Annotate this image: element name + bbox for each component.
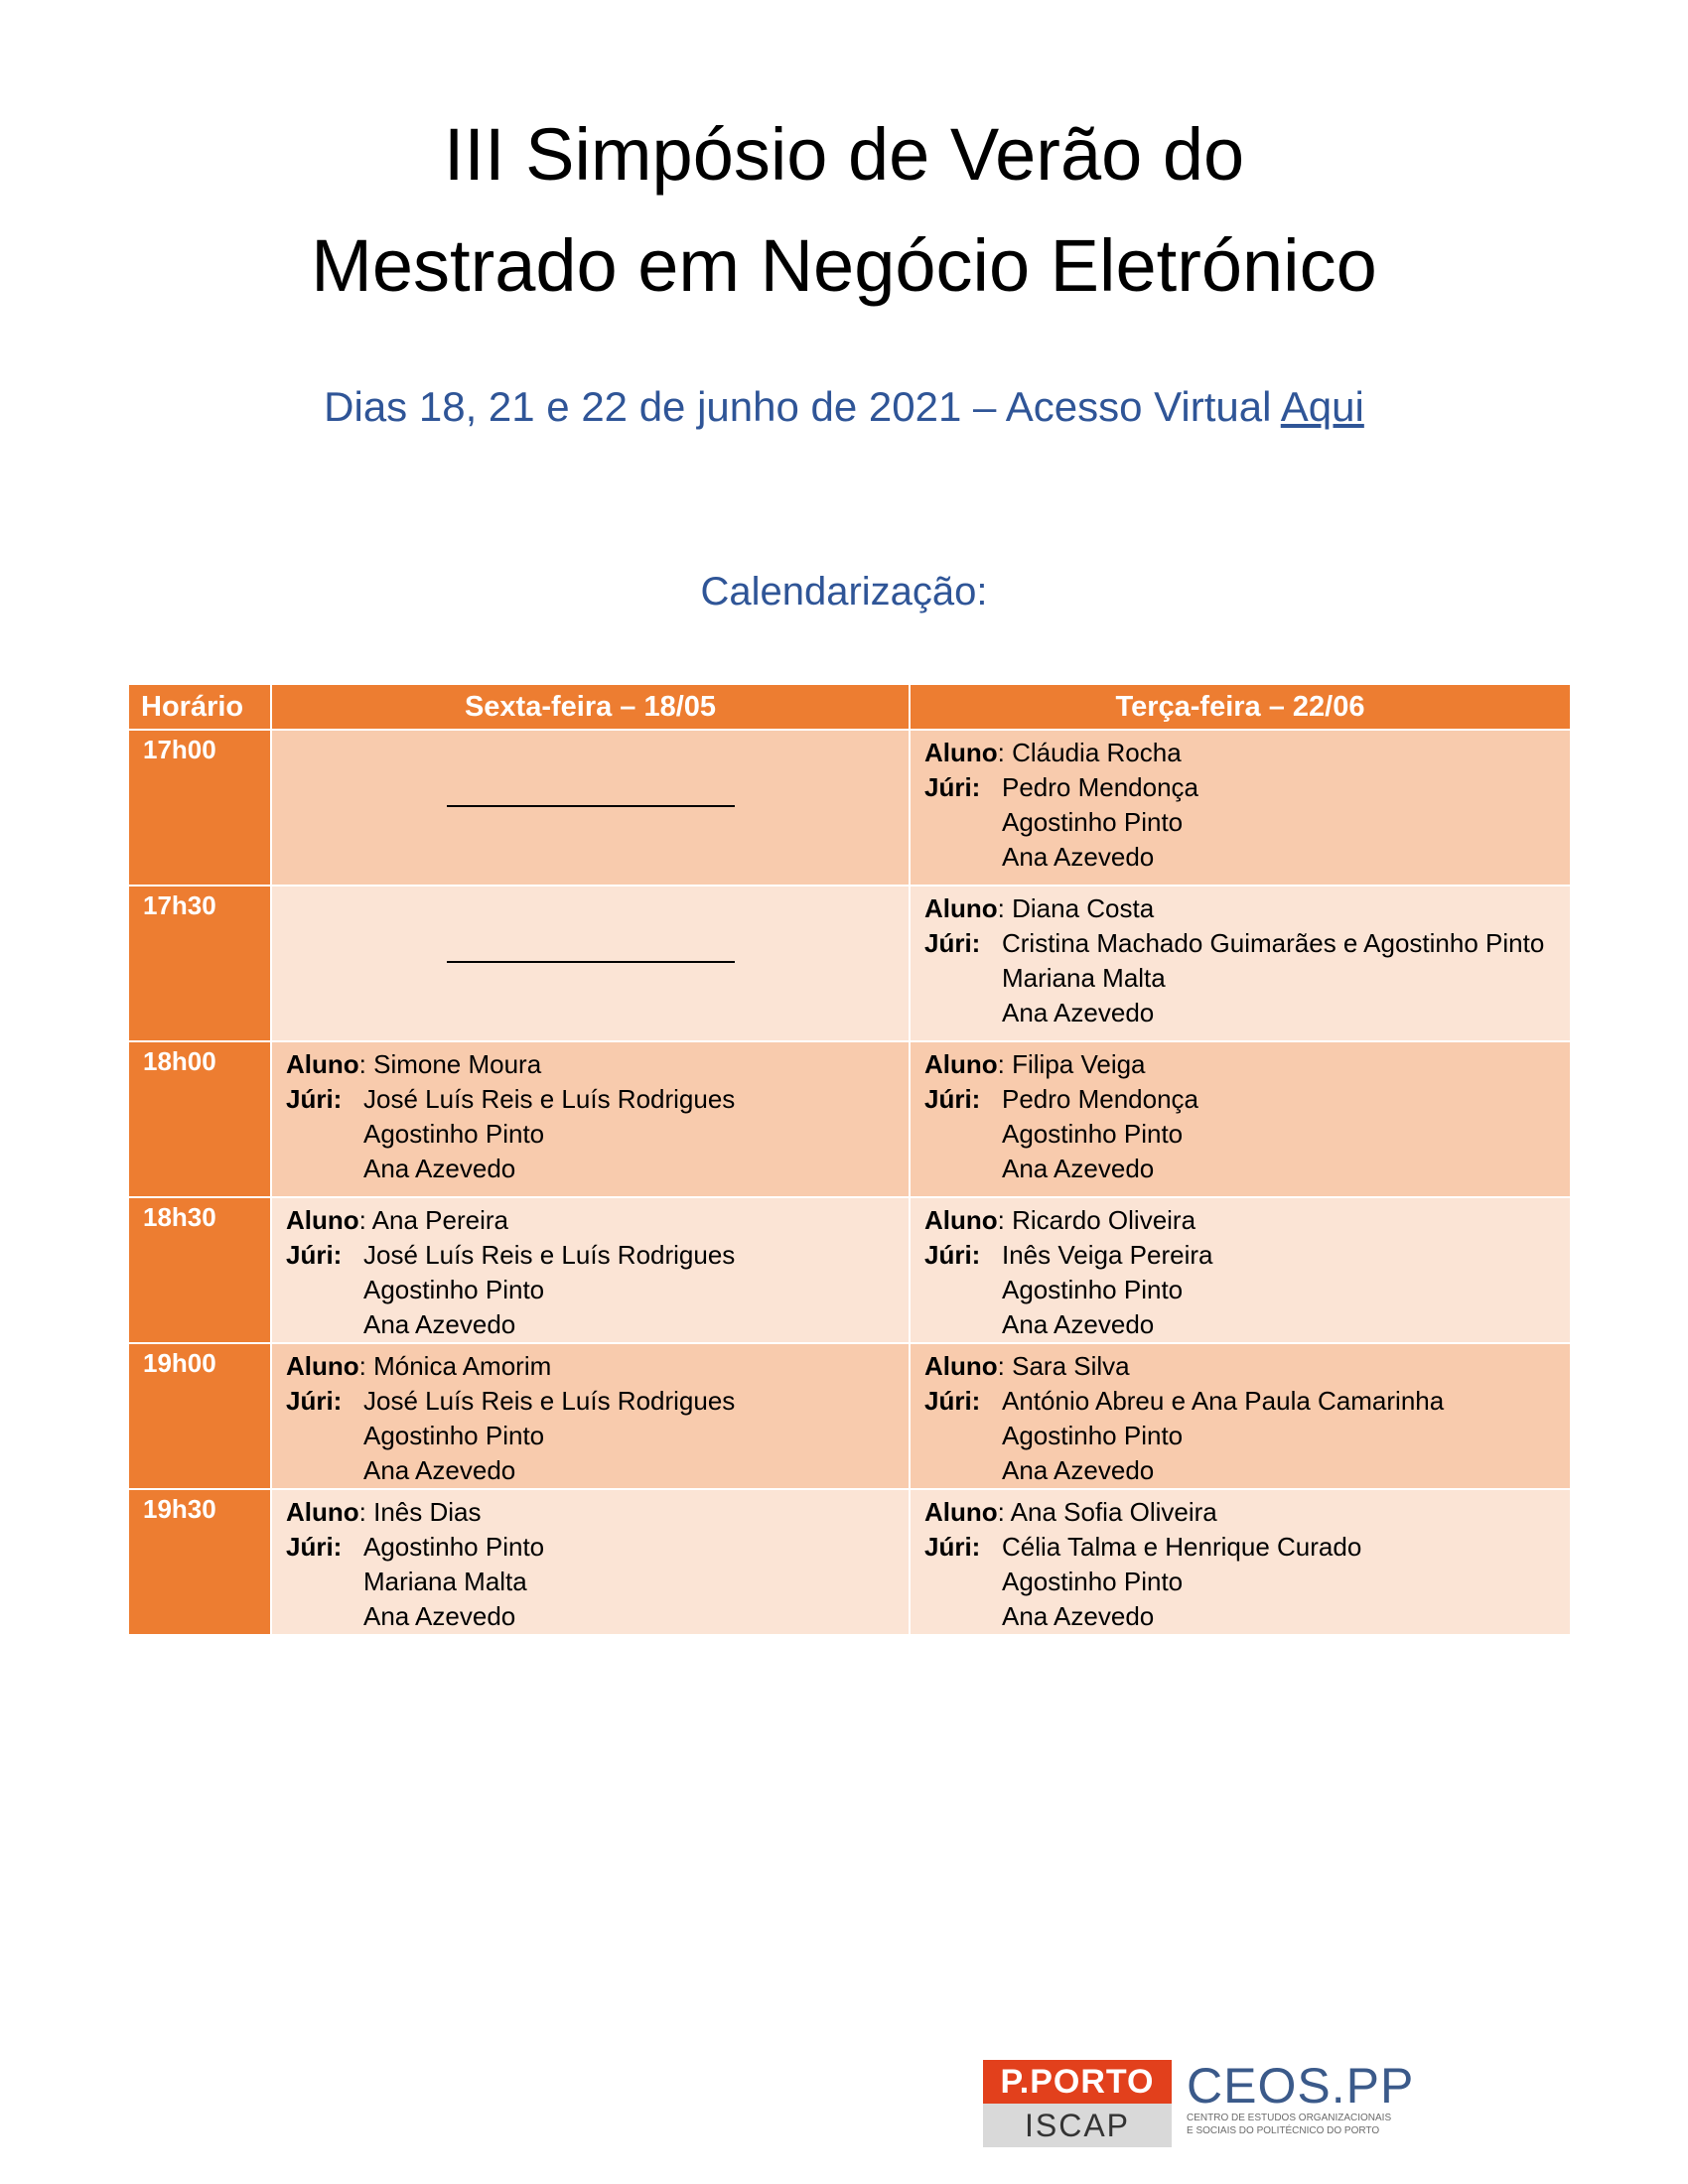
ceos-logo-tagline-2: E SOCIAIS DO POLITÉCNICO DO PORTO	[1187, 2125, 1380, 2136]
jury-member: Ana Azevedo	[363, 1154, 516, 1183]
jury-label: Júri:	[924, 1084, 981, 1114]
title-line-2: Mestrado em Negócio Eletrónico	[311, 224, 1377, 307]
student-label: Aluno	[924, 1497, 998, 1527]
session-entry	[924, 1349, 1556, 1488]
student-name: : Ana Sofia Oliveira	[997, 1497, 1217, 1527]
student-name: : Filipa Veiga	[997, 1049, 1146, 1079]
jury-label: Júri:	[924, 928, 981, 958]
student-label: Aluno	[286, 1351, 359, 1381]
student-label: Aluno	[924, 1205, 998, 1235]
pporto-iscap-logo	[983, 2060, 1172, 2147]
schedule-row	[129, 1041, 1571, 1197]
jury-member: Célia Talma e Henrique Curado	[1002, 1532, 1362, 1562]
empty-slot-line	[447, 777, 735, 807]
friday-session-cell	[271, 1343, 910, 1489]
friday-session-cell	[271, 886, 910, 1041]
schedule-table	[129, 685, 1572, 1634]
tuesday-session-cell	[910, 1489, 1571, 1634]
schedule-header-row	[129, 685, 1571, 730]
student-name: : Mónica Amorim	[358, 1351, 552, 1381]
jury-member: Mariana Malta	[363, 1567, 527, 1596]
student-name: : Sara Silva	[997, 1351, 1130, 1381]
student-label: Aluno	[924, 1049, 998, 1079]
jury-member: Ana Azevedo	[363, 1455, 516, 1485]
jury-member: Cristina Machado Guimarães e Agostinho Pinto	[1002, 928, 1545, 958]
student-name: : Simone Moura	[358, 1049, 542, 1079]
tuesday-session-cell	[910, 730, 1571, 886]
session-entry	[924, 1495, 1556, 1634]
time-slot: 17h00	[129, 730, 271, 886]
student-label: Aluno	[286, 1205, 359, 1235]
jury-member: Mariana Malta	[1002, 963, 1166, 993]
pporto-logo-text: P.PORTO	[983, 2060, 1172, 2104]
schedule-row	[129, 1343, 1571, 1489]
empty-slot-line	[447, 933, 735, 963]
session-entry	[924, 736, 1556, 875]
jury-member: Agostinho Pinto	[1002, 1421, 1184, 1450]
event-dates-text: Dias 18, 21 e 22 de junho de 2021 – Acesso Virtual	[324, 383, 1281, 430]
time-slot: 18h30	[129, 1197, 271, 1343]
jury-member: Agostinho Pinto	[363, 1421, 545, 1450]
jury-member: Ana Azevedo	[1002, 1455, 1155, 1485]
jury-member: Agostinho Pinto	[1002, 1567, 1184, 1596]
student-name: : Cláudia Rocha	[997, 738, 1182, 767]
jury-member: Ana Azevedo	[363, 1309, 516, 1339]
jury-member: António Abreu e Ana Paula Camarinha	[1002, 1386, 1445, 1416]
student-name: : Diana Costa	[997, 893, 1155, 923]
jury-label: Júri:	[924, 772, 981, 802]
student-label: Aluno	[924, 738, 998, 767]
friday-session-cell	[271, 1489, 910, 1634]
time-slot: 18h00	[129, 1041, 271, 1197]
column-header-friday: Sexta-feira – 18/05	[271, 685, 910, 730]
tuesday-session-cell	[910, 1041, 1571, 1197]
jury-member: Agostinho Pinto	[363, 1532, 545, 1562]
schedule-row	[129, 1489, 1571, 1634]
jury-label: Júri:	[286, 1386, 343, 1416]
time-slot: 19h30	[129, 1489, 271, 1634]
jury-label: Júri:	[924, 1532, 981, 1562]
session-entry	[286, 1047, 895, 1186]
ceos-logo-tagline-1: CENTRO DE ESTUDOS ORGANIZACIONAIS	[1187, 2113, 1392, 2123]
student-label: Aluno	[286, 1049, 359, 1079]
footer-logos	[983, 2058, 1415, 2147]
jury-member: Ana Azevedo	[1002, 1309, 1155, 1339]
student-label: Aluno	[286, 1497, 359, 1527]
time-slot: 19h00	[129, 1343, 271, 1489]
jury-member: Inês Veiga Pereira	[1002, 1240, 1213, 1270]
tuesday-session-cell	[910, 1343, 1571, 1489]
schedule-row	[129, 886, 1571, 1041]
jury-member: Ana Azevedo	[1002, 1601, 1155, 1631]
student-name: : Ana Pereira	[358, 1205, 508, 1235]
document-title	[0, 99, 1688, 322]
jury-member: Agostinho Pinto	[363, 1275, 545, 1304]
session-entry	[924, 891, 1556, 1030]
jury-member: Ana Azevedo	[1002, 842, 1155, 872]
jury-member: Pedro Mendonça	[1002, 1084, 1199, 1114]
time-slot: 17h30	[129, 886, 271, 1041]
jury-member: Ana Azevedo	[363, 1601, 516, 1631]
friday-session-cell	[271, 1041, 910, 1197]
session-entry	[286, 1495, 895, 1634]
session-entry	[286, 1203, 895, 1342]
student-name: : Ricardo Oliveira	[997, 1205, 1196, 1235]
ceos-logo-name: CEOS.PP	[1187, 2058, 1415, 2114]
column-header-tuesday: Terça-feira – 22/06	[910, 685, 1571, 730]
schedule-row	[129, 730, 1571, 886]
session-entry	[924, 1047, 1556, 1186]
jury-member: Agostinho Pinto	[1002, 1275, 1184, 1304]
jury-member: José Luís Reis e Luís Rodrigues	[363, 1386, 736, 1416]
jury-member: José Luís Reis e Luís Rodrigues	[363, 1240, 736, 1270]
schedule-row	[129, 1197, 1571, 1343]
virtual-access-link[interactable]: Aqui	[1280, 383, 1364, 430]
jury-member: Ana Azevedo	[1002, 1154, 1155, 1183]
session-entry	[286, 1349, 895, 1488]
jury-member: Pedro Mendonça	[1002, 772, 1199, 802]
jury-member: Agostinho Pinto	[1002, 1119, 1184, 1149]
friday-session-cell	[271, 730, 910, 886]
jury-label: Júri:	[286, 1240, 343, 1270]
title-line-1: III Simpósio de Verão do	[443, 113, 1245, 196]
student-label: Aluno	[924, 893, 998, 923]
jury-label: Júri:	[286, 1084, 343, 1114]
event-dates	[0, 380, 1688, 434]
ceos-logo	[1187, 2058, 1415, 2147]
jury-member: Agostinho Pinto	[363, 1119, 545, 1149]
jury-label: Júri:	[924, 1240, 981, 1270]
jury-member: Ana Azevedo	[1002, 998, 1155, 1027]
session-entry	[924, 1203, 1556, 1342]
jury-label: Júri:	[286, 1532, 343, 1562]
jury-member: Agostinho Pinto	[1002, 807, 1184, 837]
tuesday-session-cell	[910, 886, 1571, 1041]
column-header-time: Horário	[129, 685, 271, 730]
tuesday-session-cell	[910, 1197, 1571, 1343]
student-name: : Inês Dias	[358, 1497, 482, 1527]
jury-label: Júri:	[924, 1386, 981, 1416]
jury-member: José Luís Reis e Luís Rodrigues	[363, 1084, 736, 1114]
schedule-heading: Calendarização:	[700, 570, 988, 614]
friday-session-cell	[271, 1197, 910, 1343]
iscap-logo-text: ISCAP	[983, 2104, 1172, 2147]
student-label: Aluno	[924, 1351, 998, 1381]
